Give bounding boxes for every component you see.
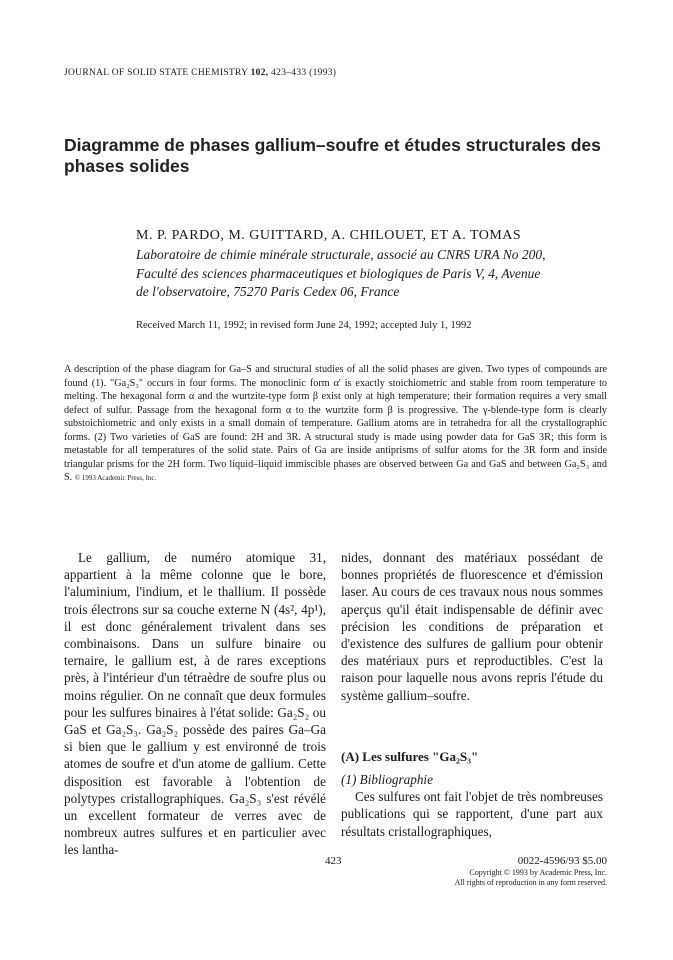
journal-header bbox=[64, 68, 336, 78]
rights-line: All rights of reproduction in any form reserved. bbox=[454, 878, 607, 887]
body-paragraph: Ces sulfures ont fait l'objet de très nombreuses publications qui se rapportent, d'une part aux résultats cristallographiques, bbox=[341, 789, 603, 839]
authors: M. P. PARDO, M. GUITTARD, A. CHILOUET, ET A. TOMAS bbox=[136, 228, 522, 243]
abstract-text: A description of the phase diagram for Ga–S and structural studies of all the solid phases are given. Two types of compounds are found (1). "Ga₂S₃" occurs in four forms. The monoclinic form α' is exactly stoichiometric and stable from room temperature to melting. The hexagonal form α and the wurtzite-type form β exist only at high temperature; their formation requires a very small defect of sulfur. Passage from the hexagonal form α to the wurtzite form β is progressive. The γ-blende-type form is clearly substoichiometric and only exists in a small domain of temperature. Gallium atoms are in tetrahedra for all the crystallographic forms. (2) Two varieties of GaS are found: 2H and 3R. A structural study is made using powder data for GaS 3R; this form is metastable for all temperatures of the solid state. Pairs of Ga are inside antiprisms of sulfur atoms for the 3R form and inside triangular prisms for the 2H form. Two liquid–liquid immiscible phases are observed between Ga and GaS and between Ga₂S₃ and S. bbox=[64, 364, 607, 483]
affiliation-line: de l'observatoire, 75270 Paris Cedex 06, France bbox=[136, 284, 400, 299]
footer-copyright bbox=[407, 868, 607, 888]
paper-title: Diagramme de phases gallium–soufre et études structurales des phases solides bbox=[64, 135, 601, 176]
affiliation bbox=[136, 246, 616, 302]
copyright-line: Copyright © 1993 by Academic Press, Inc. bbox=[469, 868, 607, 877]
affiliation-line: Laboratoire de chimie minérale structurale, associé au CNRS URA No 200, bbox=[136, 247, 546, 262]
journal-pages-year: 423–433 (1993) bbox=[271, 68, 337, 78]
section-heading: (A) Les sulfures "Ga₂S₃" bbox=[341, 748, 479, 764]
body-paragraph: Le gallium, de numéro atomique 31, appartient à la même colonne que le bore, l'aluminium, l'indium, et le thallium. Il possède trois électrons sur sa couche externe N (4s², 4p¹), il est donc généralement trivalent dans ses combinaisons. Dans un sulfure binaire ou ternaire, le gallium est, à de rares exceptions près, à l'intérieur d'un tétraèdre de soufre plus ou moins régulier. On ne connaît que deux formules pour les sulfures binaires à l'état solide: Ga₂S₂ ou GaS et Ga₂S₃. Ga₂S₂ possède des paires Ga–Ga si bien que le gallium y est environné de trois atomes de soufre et d'un atome de gallium. Cette disposition est favorable à l'obtention de polytypes cristallographiques. Ga₂S₃ s'est révélé un excellent formateur de verres avec de nombreux autres sulfures et en particulier avec les lantha- bbox=[64, 550, 326, 858]
body-column-left bbox=[64, 549, 326, 859]
journal-volume: 102, bbox=[250, 68, 269, 78]
page-number: 423 bbox=[325, 855, 342, 867]
body-column-right bbox=[341, 549, 603, 840]
body-paragraph: nides, donnant des matériaux possédant de bonnes propriétés de fluorescence et d'émission laser. Au cours de ces travaux nous nous sommes aperçus qu'il était indispensable de définir avec précision les conditions de préparation et d'existence des sulfures de gallium pour obtenir des matériaux purs et reproductibles. C'est la raison pour laquelle nous avons repris l'étude du système gallium–soufre. bbox=[341, 550, 603, 703]
issn-price: 0022-4596/93 $5.00 bbox=[517, 855, 607, 867]
abstract-copyright: © 1993 Academic Press, Inc. bbox=[74, 474, 157, 482]
abstract bbox=[64, 363, 607, 486]
subsection-heading: (1) Bibliographie bbox=[341, 772, 433, 788]
affiliation-line: Faculté des sciences pharmaceutiques et biologiques de Paris V, 4, Avenue bbox=[136, 265, 541, 281]
journal-name: JOURNAL OF SOLID STATE CHEMISTRY bbox=[64, 68, 248, 78]
received-dates: Received March 11, 1992; in revised form June 24, 1992; accepted July 1, 1992 bbox=[136, 320, 472, 331]
